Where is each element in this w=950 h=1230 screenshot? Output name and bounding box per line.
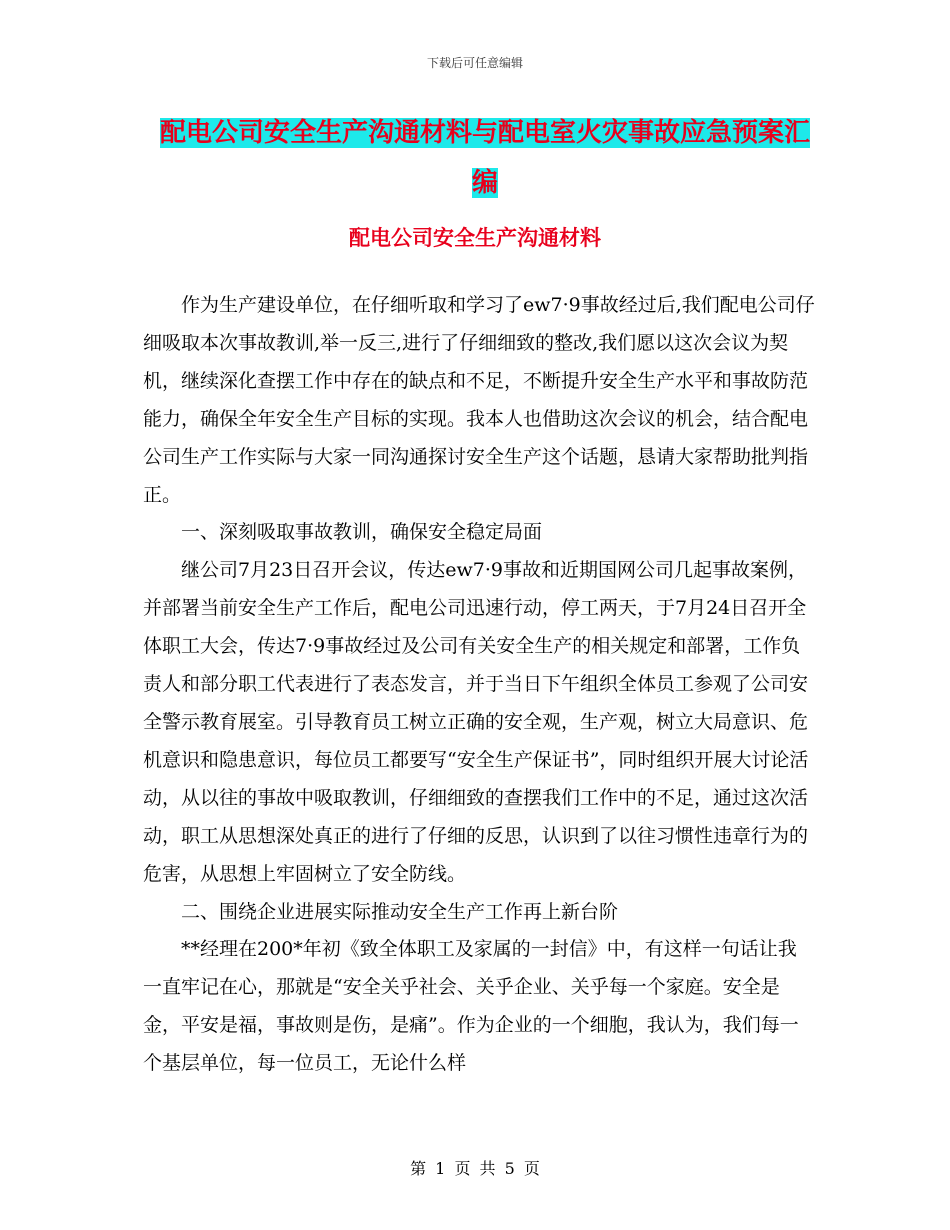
main-title xyxy=(150,108,820,208)
header-note: 下载后可任意编辑 xyxy=(426,56,523,70)
paragraph-two: **经理在200*年初《致全体职工及家属的一封信》中，有这样一句话让我一直牢记在心，那就是“安全关乎社会、关乎企业、关乎每一个家庭。安全是金，平安是福，事故则是伤，是痛”。作为企业的一个细胞，我认为，我们每一个基层单位，每一位员工，无论什么样 xyxy=(143,938,799,1075)
paragraph-one: 继公司7月23日召开会议，传达ew7·9事故和近期国网公司几起事故案例，并部署当前安全生产工作后，配电公司迅速行动，停工两天，于7月24日召开全体职工大会，传达7·9事故经过及公司有关安全生产的相关规定和部署，工作负责人和部分职工代表进行了表态发言，并于当日下午组织全体员工参观了公司安全警示教育展室。引导教育员工树立正确的安全观，生产观，树立大局意识、危机意识和隐患意识，每位员工都要写“安全生产保证书”，同时组织开展大讨论活动，从以往的事故中吸取教训，仔细细致的查摆我们工作中的不足，通过这次活动，职工从思想深处真正的进行了仔细的反思，认识到了以往习惯性违章行为的危害，从思想上牢固树立了安全防线。 xyxy=(143,559,809,885)
body-text xyxy=(143,287,815,1083)
heading-two: 二、围绕企业进展实际推动安全生产工作再上新台阶 xyxy=(181,900,619,923)
section-title: 配电公司安全生产沟通材料 xyxy=(349,226,601,250)
main-title-text: 配电公司安全生产沟通材料与配电室火灾事故应急预案汇编 xyxy=(159,118,810,198)
paragraph-intro: 作为生产建设单位，在仔细听取和学习了ew7·9事故经过后,我们配电公司仔细吸取本次事故教训,举一反三,进行了仔细细致的整改,我们愿以这次会议为契机，继续深化查摆工作中存在的缺点和不足，不断提升安全生产水平和事故防范能力，确保全年安全生产目标的实现。我本人也借助这次会议的机会，结合配电公司生产工作实际与大家一同沟通探讨安全生产这个话题，恳请大家帮助批判指正。 xyxy=(143,294,815,506)
page-footer: 第 1 页 共 5 页 xyxy=(410,1159,540,1178)
heading-one: 一、深刻吸取事故教训，确保安全稳定局面 xyxy=(181,521,543,544)
